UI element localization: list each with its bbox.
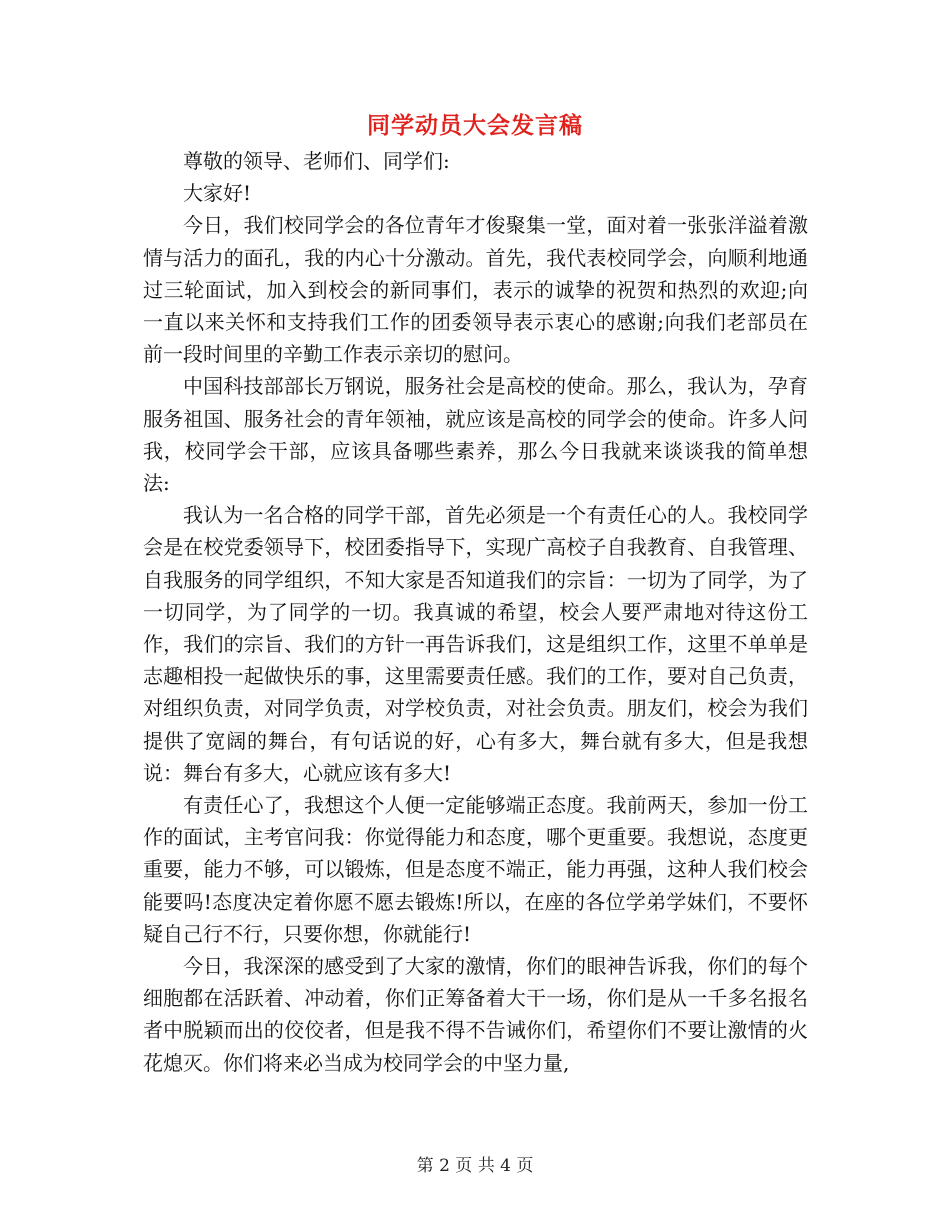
document-title: 同学动员大会发言稿 xyxy=(367,112,583,139)
body-paragraph: 今日，我们校同学会的各位青年才俊聚集一堂，面对着一张张洋溢着激情与活力的面孔，我的内心十分激动。首先，我代表校同学会，向顺利地通过三轮面试，加入到校会的新同事们，表示的诚挚的祝贺和热烈的欢迎;向一直以来关怀和支持我们工作的团委领导表示衷心的感谢;向我们老部员在前一段时间里的辛勤工作表示亲切的慰问。 xyxy=(143,213,808,367)
document-body xyxy=(143,145,808,1079)
page-number-footer: 第 2 页 共 4 页 xyxy=(416,1156,534,1176)
body-paragraph: 今日，我深深的感受到了大家的激情，你们的眼神告诉我，你们的每个细胞都在活跃着、冲动着，你们正筹备着大干一场，你们是从一千多名报名者中脱颖而出的佼佼者，但是我不得不告诫你们，希望你们不要让激情的火花熄灭。你们将来必当成为校同学会的中坚力量, xyxy=(143,954,808,1075)
body-paragraph: 中国科技部部长万钢说，服务社会是高校的使命。那么，我认为，孕育服务祖国、服务社会的青年领袖，就应该是高校的同学会的使命。许多人问我，校同学会干部，应该具备哪些素养，那么今日我就来谈谈我的简单想法: xyxy=(143,374,808,496)
greeting: 大家好! xyxy=(183,181,252,206)
body-paragraph: 我认为一名合格的同学干部，首先必须是一个有责任心的人。我校同学会是在校党委领导下，校团委指导下，实现广高校子自我教育、自我管理、自我服务的同学组织，不知大家是否知道我们的宗旨：一切为了同学，为了一切同学，为了同学的一切。我真诚的希望，校会人要严肃地对待这份工作，我们的宗旨、我们的方针一再告诉我们，这是组织工作，这里不单单是志趣相投一起做快乐的事，这里需要责任感。我们的工作，要对自己负责，对组织负责，对同学负责，对学校负责，对社会负责。朋友们，校会为我们提供了宽阔的舞台，有句话说的好，心有多大，舞台就有多大，但是我想说：舞台有多大，心就应该有多大! xyxy=(143,503,808,785)
body-paragraph: 有责任心了，我想这个人便一定能够端正态度。我前两天，参加一份工作的面试，主考官问我：你觉得能力和态度，哪个更重要。我想说，态度更重要，能力不够，可以锻炼，但是态度不端正，能力再强，这种人我们校会能要吗!态度决定着你愿不愿去锻炼!所以，在座的各位学弟学妹们，不要怀疑自己行不行，只要你想，你就能行! xyxy=(143,793,808,946)
salutation: 尊敬的领导、老师们、同学们: xyxy=(183,149,450,173)
